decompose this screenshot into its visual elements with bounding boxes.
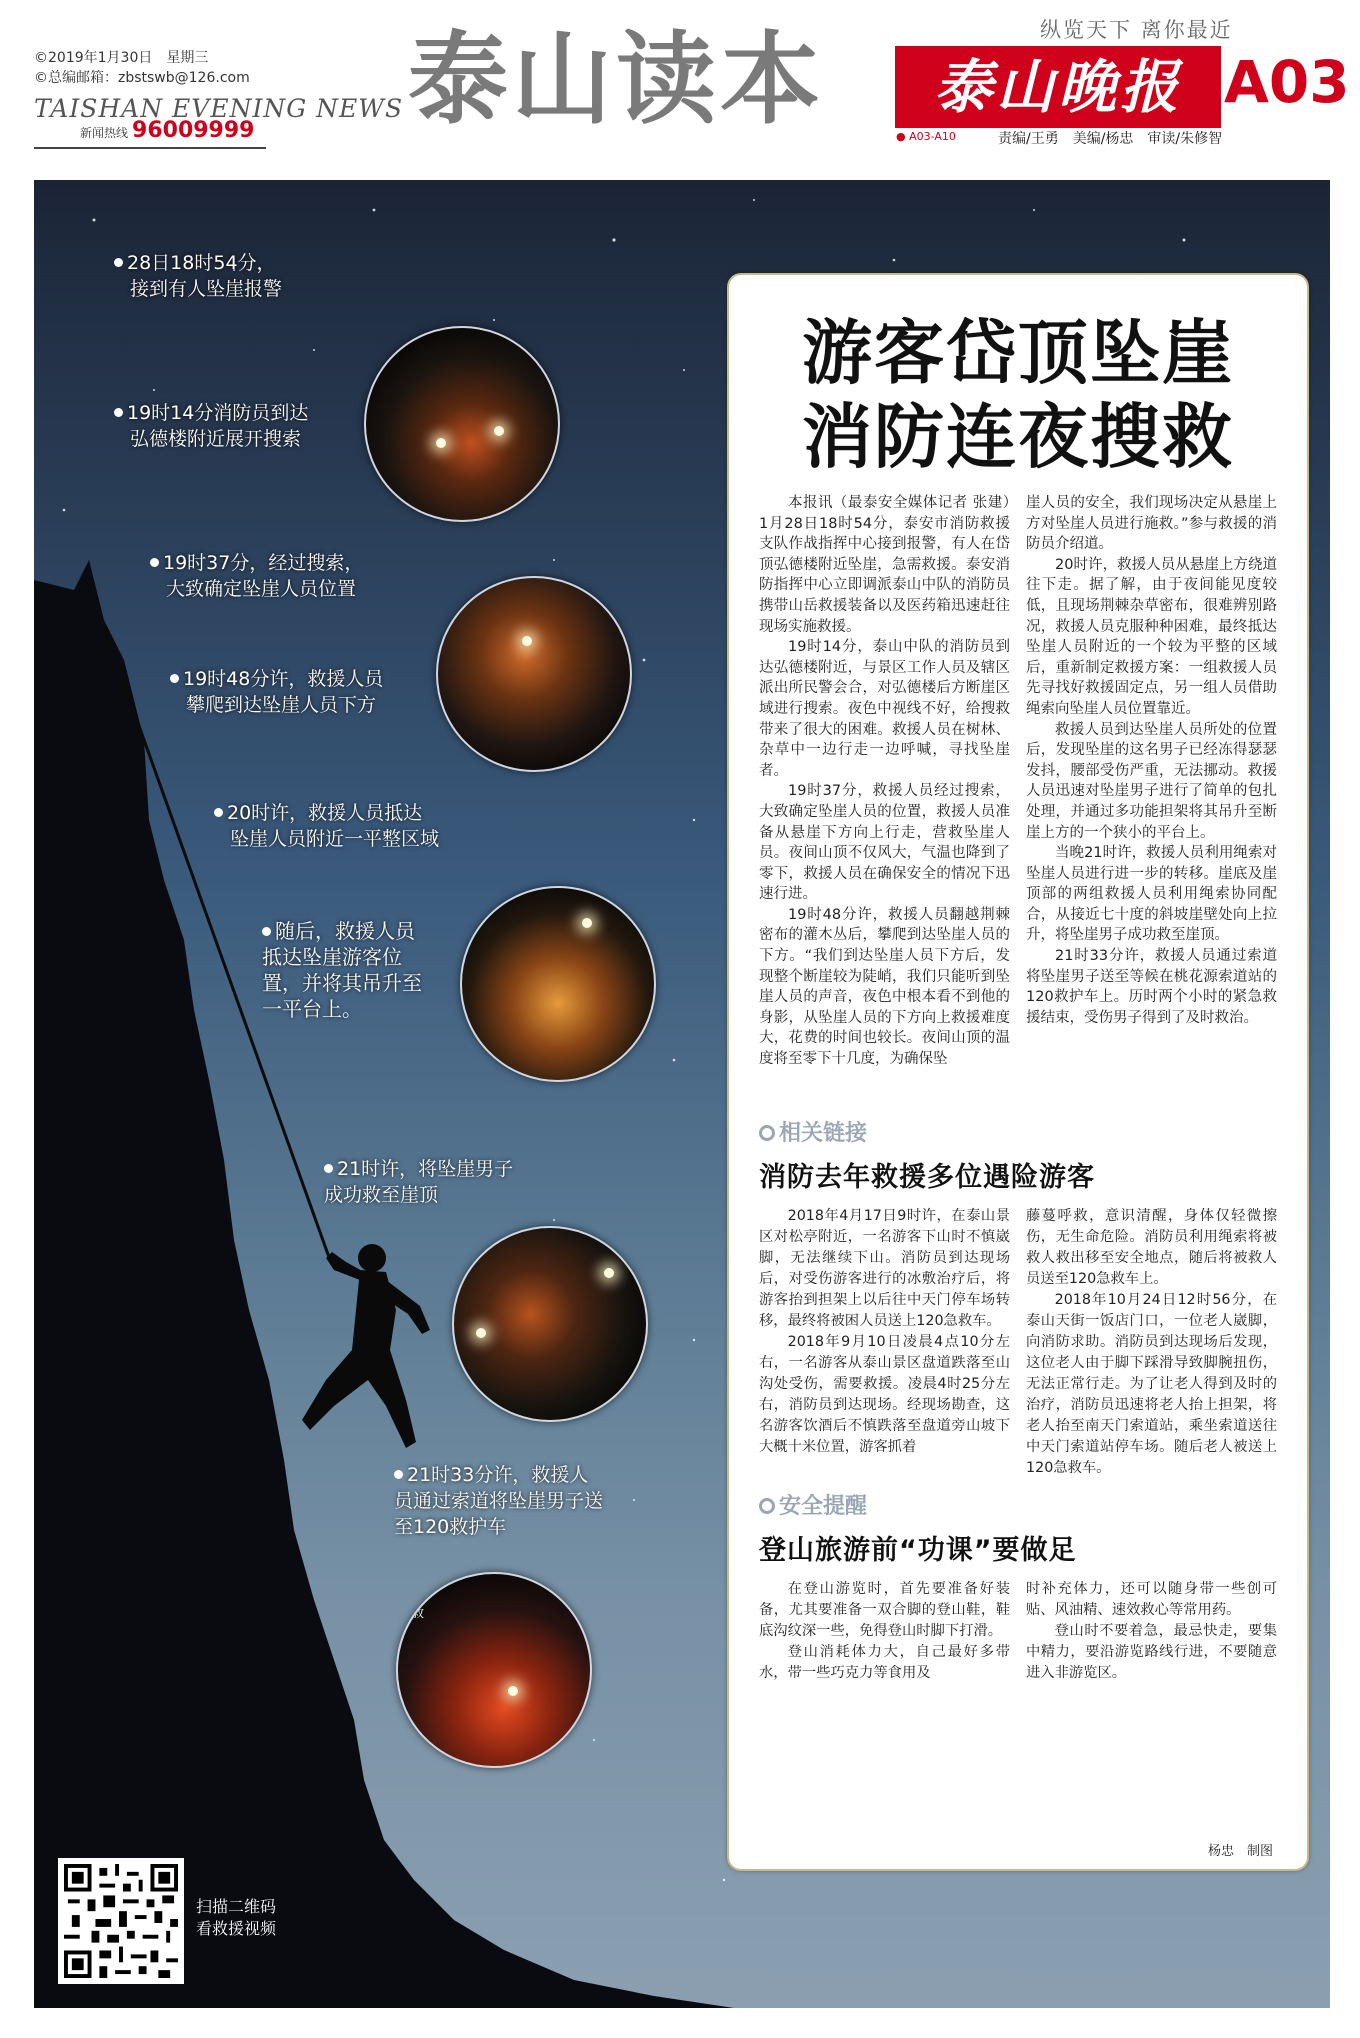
bullet-icon xyxy=(114,408,123,417)
paragraph: 本报讯（最泰安全媒体记者 张建）1月28日18时54分，泰安市消防救援支队作战指挥中心接到报警，有人在岱顶弘德楼附近坠崖，急需救援。泰安消防指挥中心立即调派泰山中队的消防员携带山岳救援装备以及医药箱迅速赶往现场实施救援。 xyxy=(759,495,1010,635)
issue-meta xyxy=(34,48,250,88)
headlamp-icon xyxy=(476,1328,486,1338)
paragraph: 20时许，救援人员从悬崖上方绕道往下走。据了解，由于夜间能见度较低，且现场荆棘杂草密布，很难辨别路况，救援人员克服种种困难，最终抵达坠崖人员附近的一个较为平整的区域后，重新制定救援方案：一组救援人员先寻找好救援固定点，另一组人员借助绳索向坠崖人员位置靠近。 xyxy=(1026,556,1277,717)
paragraph: 19时37分，救援人员经过搜索，大致确定坠崖人员的位置，救援人员准备从悬崖下方向上行走，营救坠崖人员。夜间山顶不仅风大，气温也降到了零下，救援人员在确保安全的情况下迅速行进。 xyxy=(759,783,1010,903)
bullet-icon xyxy=(214,808,223,817)
headlamp-icon xyxy=(494,426,504,436)
safety-column-1 xyxy=(759,1579,1010,1684)
hotline-label: 新闻热线 xyxy=(80,126,129,140)
bullet-icon xyxy=(324,1164,333,1173)
related-body xyxy=(759,1206,1277,1479)
ring-icon xyxy=(759,1125,775,1141)
timeline-event-8: 21时33分许，救援人 员通过索道将坠崖男子送 至120救护车 xyxy=(394,1464,604,1538)
paragraph: 19时48分许，救援人员翻越荆棘密布的灌木丛后，攀爬到达坠崖人员的下方。“我们到达坠崖人员下方后，发现整个断崖较为陡峭，我们只能听到坠崖人员的声音，夜色中根本看不到他的身影，从坠崖人员的下方向上救援难度大，花费的时间也较长。夜间山顶的温度将至零下十几度，为确保坠 xyxy=(759,906,1010,1068)
paragraph: 2018年9月10日凌晨4点10分左右，一名游客从泰山景区盘道跌落至山沟处受伤，需要救援。凌晨4时25分左右，消防员到达现场。经现场勘查，这名游客饮酒后不慎跌落至盘道旁山坡下大概十米位置，游客抓着 xyxy=(759,1333,1010,1455)
safety-column-2 xyxy=(1026,1579,1277,1684)
paragraph: 登山时不要着急，最忌快走，要集中精力，要沿游览路线行进，不要随意进入非游览区。 xyxy=(1026,1622,1277,1681)
article-body xyxy=(759,493,1277,1070)
rescue-photo-3 xyxy=(460,886,656,1082)
paragraph: 2018年4月17日9时许，在泰山景区对松亭附近，一名游客下山时不慎崴脚，无法继续下山。消防员到达现场后，对受伤游客进行的冰敷治疗后，将游客抬到担架上以后往中天门停车场转移，最终将被困人员送上120急救车。 xyxy=(759,1207,1010,1329)
related-column-1 xyxy=(759,1206,1010,1479)
graphic-credit: 杨忠 制图 xyxy=(1207,1844,1273,1859)
rescue-photo-1 xyxy=(364,326,560,522)
divider xyxy=(34,147,266,149)
rescue-photo-4 xyxy=(452,1226,648,1422)
timeline-event-3: 19时37分，经过搜索， 大致确定坠崖人员位置 xyxy=(150,550,363,602)
english-title: TAISHAN EVENING NEWS xyxy=(34,94,404,123)
news-hotline xyxy=(80,118,254,143)
paragraph: 19时14分，泰山中队的消防员到达弘德楼附近，与景区工作人员及辖区派出所民警会合，对弘德楼后方断崖区域进行搜索。夜色中视线不好，给搜救带来了很大的困难。救援人员在树林、杂草中一边行走一边呼喊，寻找坠崖者。 xyxy=(759,639,1010,779)
timeline-event-6: 随后，救援人员 抵达坠崖游客位 置，并将其吊升至 一平台上。 xyxy=(262,919,422,1021)
bullet-icon xyxy=(114,258,123,267)
page-range: ● A03-A10 xyxy=(896,130,956,143)
page-number: A03 xyxy=(1224,48,1350,116)
headlamp-icon xyxy=(582,918,592,928)
related-links-label: 相关链接 xyxy=(759,1116,1277,1147)
related-title: 消防去年救援多位遇险游客 xyxy=(759,1161,1095,1193)
article-box xyxy=(727,273,1309,1871)
timeline-event-2: 19时14分消防员到达 弘德楼附近展开搜索 xyxy=(114,400,308,452)
newspaper-logo: 泰山晚报 xyxy=(895,46,1221,128)
hotline-number: 96009999 xyxy=(132,118,255,143)
headlamp-icon xyxy=(604,1268,614,1278)
headlamp-icon xyxy=(508,1686,518,1696)
bullet-icon xyxy=(262,927,271,936)
qr-code[interactable] xyxy=(58,1858,184,1984)
paragraph: 救援人员到达坠崖人员所处的位置后，发现坠崖的这名男子已经冻得瑟瑟发抖，腰部受伤严重，无法挪动。救援人员迅速对坠崖男子进行了简单的包扎处理，并通过多功能担架将其吊升至断崖上方的一个狭小的平台上。 xyxy=(1026,721,1277,841)
qr-caption: 扫描二维码 看救援视频 xyxy=(196,1897,277,1938)
paragraph: 2018年10月24日12时56分，在泰山天街一饭店门口，一位老人崴脚，向消防求助。消防员到达现场后发现，这位老人由于脚下踩滑导致脚腕扭伤，无法正常行走。为了让老人得到及时的治疗，消防员迅速将老人抬上担架，将老人抬至南天门索道站，乘坐索道送往中天门索道站停车场。随后老人被送上120急救车。 xyxy=(1026,1291,1277,1476)
timeline-event-5: 20时许，救援人员抵达 坠崖人员附近一平整区域 xyxy=(214,800,439,852)
headlamp-icon xyxy=(436,438,446,448)
paragraph: 21时33分许，救援人员通过索道将坠崖男子送至等候在桃花源索道站的120救护车上。历时两个小时的紧急救援结束，受伤男子得到了及时救治。 xyxy=(1026,948,1277,1026)
ring-icon xyxy=(759,1498,775,1514)
slogan: 纵览天下 离你最近 xyxy=(1040,18,1233,42)
paragraph: 崖人员的安全，我们现场决定从悬崖上方对坠崖人员进行施救。”参与救援的消防员介绍道。 xyxy=(1026,495,1277,553)
timeline-event-7: 21时许，将坠崖男子 成功救至崖顶 xyxy=(324,1158,514,1206)
section-title: 泰山读本 xyxy=(408,21,824,138)
article-column-2 xyxy=(1026,493,1277,1070)
paragraph: 登山消耗体力大，自己最好多带水，带一些巧克力等食用及 xyxy=(759,1643,1010,1681)
editor-email[interactable]: ©总编邮箱：zbstswb@126.com xyxy=(34,70,250,86)
editor-credits: 责编/王勇 美编/杨忠 审读/朱修智 xyxy=(998,131,1223,147)
safety-body xyxy=(759,1579,1277,1684)
timeline-event-4: 19时48分许，救援人员 攀爬到达坠崖人员下方 xyxy=(170,666,383,718)
paragraph: 当晚21时许，救援人员利用绳索对坠崖人员进行进一步的转移。崖底及崖顶部的两组救援人员利用绳索协同配合，从接近七十度的斜坡崖壁处向上拉升，将坠崖男子成功救至崖顶。 xyxy=(1026,845,1277,944)
rescue-photo-2 xyxy=(436,576,632,772)
paragraph: 在登山游览时，首先要准备好装备，尤其要准备一双合脚的登山鞋，鞋底沟纹深一些，免得登山时脚下打滑。 xyxy=(759,1580,1010,1639)
rescue-photo-5 xyxy=(396,1572,592,1768)
bullet-icon xyxy=(394,1470,403,1479)
article-column-1 xyxy=(759,493,1010,1070)
masthead xyxy=(0,0,1360,170)
issue-date: ©2019年1月30日 星期三 xyxy=(34,50,209,66)
safety-title: 登山旅游前“功课”要做足 xyxy=(759,1534,1077,1566)
bullet-icon xyxy=(150,558,159,567)
related-column-2 xyxy=(1026,1206,1277,1479)
paragraph: 藤蔓呼救，意识清醒，身体仅轻微擦伤，无生命危险。消防员利用绳索将被救人救出移至安全地点，随后将被救人员送至120急救车上。 xyxy=(1026,1207,1277,1287)
qr-code-icon xyxy=(64,1864,178,1978)
bullet-icon xyxy=(170,674,179,683)
timeline-event-1: 28日18时54分， 接到有人坠崖报警 xyxy=(114,250,282,302)
paragraph: 时补充体力，还可以随身带一些创可贴、风油精、速效救心等常用药。 xyxy=(1026,1580,1277,1618)
article-headline: 游客岱顶坠崖 消防连夜搜救 xyxy=(802,312,1234,478)
headlamp-icon xyxy=(522,636,532,646)
safety-tips-label: 安全提醒 xyxy=(759,1489,1277,1520)
photo-label: 救 xyxy=(412,1606,425,1620)
